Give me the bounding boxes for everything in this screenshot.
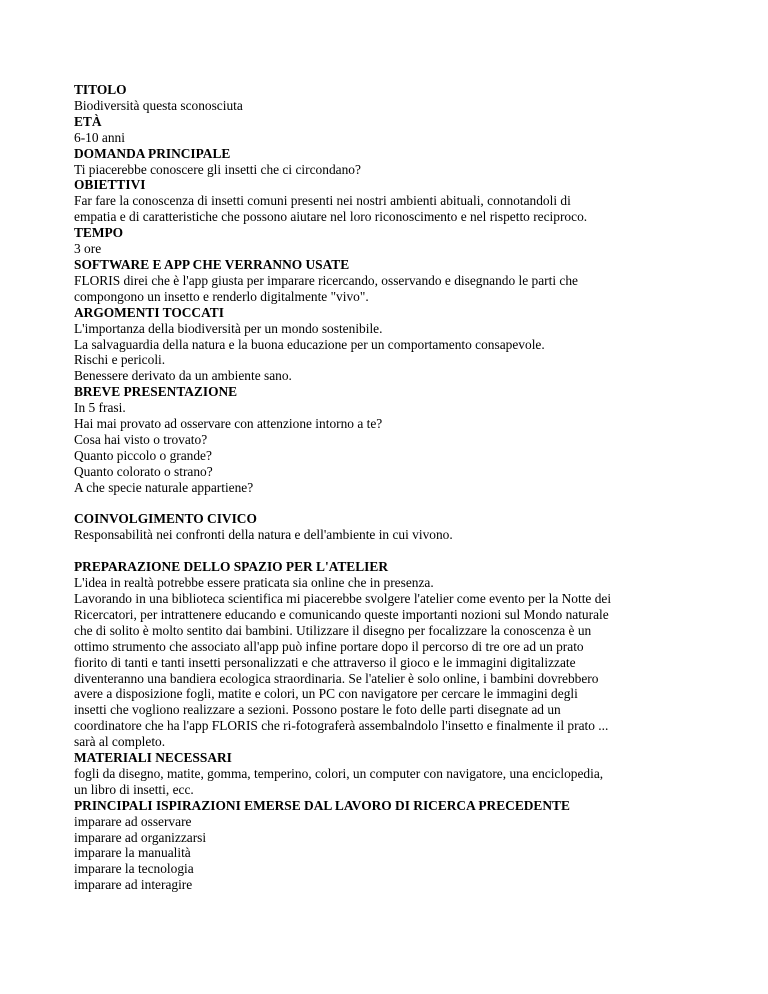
software-heading: SOFTWARE E APP CHE VERRANNO USATE	[74, 256, 350, 272]
argomenti-line: Rischi e pericoli.	[74, 352, 166, 368]
eta-heading: ETÀ	[74, 113, 102, 129]
argomenti-line: La salvaguardia della natura e la buona educazione per un comportamento consapevole.	[74, 336, 545, 352]
titolo-text: Biodiversità questa sconosciuta	[74, 97, 243, 113]
document-page	[74, 82, 734, 893]
section-spacer	[74, 543, 734, 559]
preparazione-line: ottimo strumento che associato all'app può infine portare dopo il percorso di tre ore ad un prato	[74, 638, 584, 654]
preparazione-line: avere a disposizione fogli, matite e colori, un PC con navigatore per cercare le immagini degli	[74, 686, 578, 702]
obiettivi-line: empatia e di caratteristiche che possono aiutare nel loro riconoscimento e nel rispetto reciproco.	[74, 209, 588, 225]
argomenti-heading: ARGOMENTI TOCCATI	[74, 304, 224, 320]
eta-text: 6-10 anni	[74, 129, 125, 145]
ispirazioni-line: imparare la tecnologia	[74, 861, 194, 877]
section-spacer	[74, 496, 734, 512]
civico-text: Responsabilità nei confronti della natura e dell'ambiente in cui vivono.	[74, 527, 453, 543]
preparazione-line: che di solito è molto sentito dai bambini. Utilizzare il disegno per focalizzare la conoscenza è un	[74, 622, 592, 638]
domanda-text: Ti piacerebbe conoscere gli insetti che ci circondano?	[74, 161, 361, 177]
titolo-heading: TITOLO	[74, 82, 127, 97]
tempo-heading: TEMPO	[74, 225, 124, 241]
ispirazioni-line: imparare ad osservare	[74, 813, 192, 829]
presentazione-line: Quanto colorato o strano?	[74, 463, 213, 479]
civico-heading: COINVOLGIMENTO CIVICO	[74, 511, 257, 527]
presentazione-line: In 5 frasi.	[74, 400, 126, 416]
presentazione-line: Hai mai provato ad osservare con attenzione intorno a te?	[74, 416, 383, 432]
obiettivi-line: Far fare la conoscenza di insetti comuni presenti nei nostri ambienti abituali, connotandoli di	[74, 193, 571, 209]
tempo-text: 3 ore	[74, 241, 102, 257]
ispirazioni-line: imparare la manualità	[74, 845, 191, 861]
argomenti-line: Benessere derivato da un ambiente sano.	[74, 368, 292, 384]
materiali-line: fogli da disegno, matite, gomma, temperino, colori, un computer con navigatore, una enciclopedia,	[74, 765, 604, 781]
preparazione-line: coordinatore che ha l'app FLORIS che ri-fotograferà assembalndolo l'insetto e finalmente il prato ...	[74, 718, 609, 734]
presentazione-line: A che specie naturale appartiene?	[74, 479, 254, 495]
argomenti-line: L'importanza della biodiversità per un mondo sostenibile.	[74, 320, 383, 336]
domanda-heading: DOMANDA PRINCIPALE	[74, 145, 231, 161]
ispirazioni-line: imparare ad organizzarsi	[74, 829, 207, 845]
presentazione-line: Quanto piccolo o grande?	[74, 447, 212, 463]
preparazione-line: Lavorando in una biblioteca scientifica mi piacerebbe svolgere l'atelier come evento per la Notte dei	[74, 590, 612, 606]
preparazione-line: Ricercatori, per intrattenere educando e comunicando queste importanti nozioni sul Mondo naturale	[74, 606, 609, 622]
preparazione-line: sarà al completo.	[74, 734, 166, 750]
software-line: FLORIS direi che è l'app giusta per imparare ricercando, osservando e disegnando le parti che	[74, 272, 579, 288]
obiettivi-heading: OBIETTIVI	[74, 177, 146, 193]
ispirazioni-line: imparare ad interagire	[74, 877, 193, 893]
software-line: compongono un insetto e renderlo digitalmente "vivo".	[74, 288, 369, 304]
materiali-heading: MATERIALI NECESSARI	[74, 750, 232, 766]
presentazione-heading: BREVE PRESENTAZIONE	[74, 384, 238, 400]
preparazione-line: L'idea in realtà potrebbe essere praticata sia online che in presenza.	[74, 575, 434, 591]
ispirazioni-heading: PRINCIPALI ISPIRAZIONI EMERSE DAL LAVORO DI RICERCA PRECEDENTE	[74, 797, 570, 813]
preparazione-line: diventeranno una bandiera ecologica straordinaria. Se l'atelier è solo online, i bambini dovrebbero	[74, 670, 599, 686]
preparazione-heading: PREPARAZIONE DELLO SPAZIO PER L'ATELIER	[74, 559, 388, 575]
preparazione-line: fiorito di tanti e tanti insetti personalizzati e che attraverso il gioco e le immagini digitalizzate	[74, 654, 576, 670]
preparazione-line: insetti che vogliono realizzare a sezioni. Possono postare le foto delle parti disegnate ad un	[74, 702, 561, 718]
materiali-line: un libro di insetti, ecc.	[74, 781, 194, 797]
presentazione-line: Cosa hai visto o trovato?	[74, 431, 208, 447]
